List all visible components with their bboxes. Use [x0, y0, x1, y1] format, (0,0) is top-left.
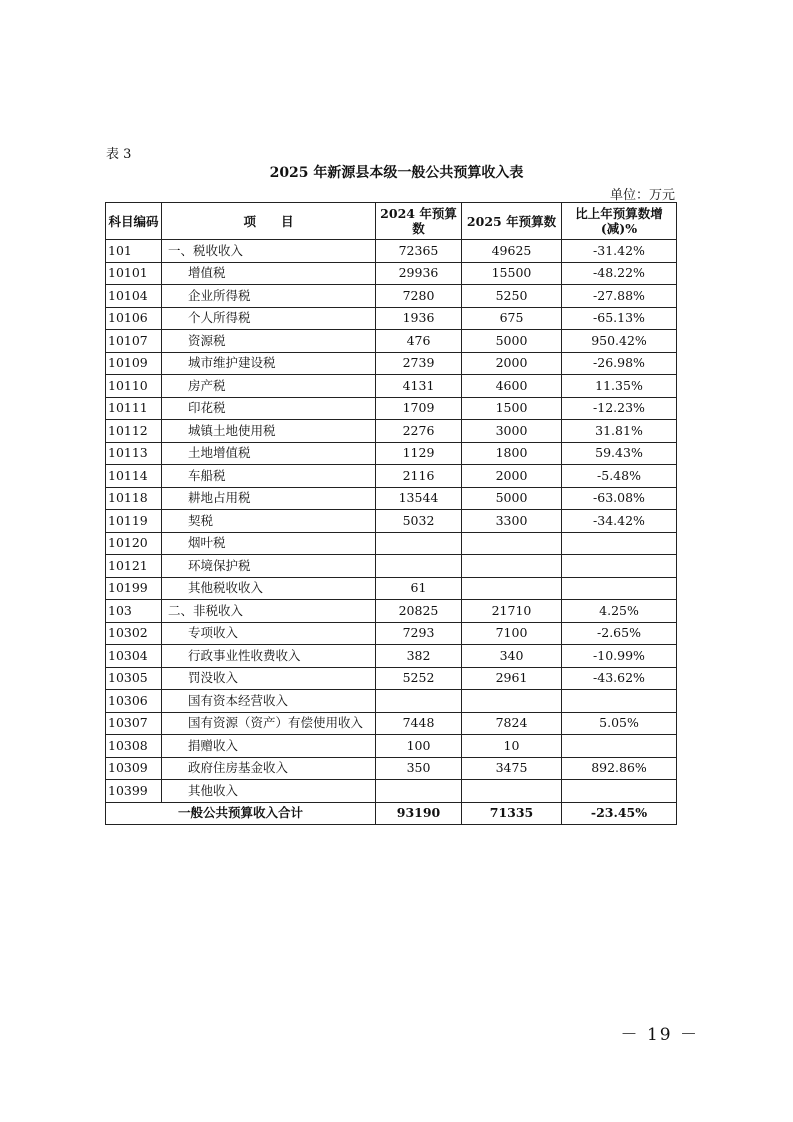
row-code: 10309: [106, 757, 162, 780]
row-change: -2.65%: [562, 622, 677, 645]
total-row: [106, 802, 677, 825]
row-code: 10399: [106, 780, 162, 803]
row-item: 房产税: [162, 375, 376, 398]
row-change: 31.81%: [562, 420, 677, 443]
row-budget-2025: [462, 780, 562, 803]
row-budget-2025: 2961: [462, 667, 562, 690]
row-code: 101: [106, 240, 162, 263]
row-budget-2024: 2276: [376, 420, 462, 443]
row-code: 10199: [106, 577, 162, 600]
row-change: 892.86%: [562, 757, 677, 780]
row-budget-2025: 2000: [462, 352, 562, 375]
row-code: 10101: [106, 262, 162, 285]
row-change: -26.98%: [562, 352, 677, 375]
table-row: [106, 735, 677, 758]
table-row: [106, 397, 677, 420]
row-code: 10119: [106, 510, 162, 533]
row-change: 4.25%: [562, 600, 677, 623]
table-row: [106, 307, 677, 330]
row-change: 5.05%: [562, 712, 677, 735]
row-budget-2024: 4131: [376, 375, 462, 398]
row-budget-2024: 5032: [376, 510, 462, 533]
row-budget-2025: 5000: [462, 487, 562, 510]
table-row: [106, 712, 677, 735]
row-code: 10107: [106, 330, 162, 353]
row-item: 资源税: [162, 330, 376, 353]
header-budget-2024: 2024 年预算数: [376, 203, 462, 240]
row-budget-2024: 13544: [376, 487, 462, 510]
row-item: 政府住房基金收入: [162, 757, 376, 780]
unit-label: 单位：万元: [609, 188, 675, 203]
row-budget-2025: 2000: [462, 465, 562, 488]
table-row: [106, 420, 677, 443]
row-item: 环境保护税: [162, 555, 376, 578]
page-title: 2025 年新源县本级一般公共预算收入表: [269, 165, 524, 181]
row-budget-2024: 72365: [376, 240, 462, 263]
row-budget-2025: 3000: [462, 420, 562, 443]
row-code: 10306: [106, 690, 162, 713]
row-change: [562, 780, 677, 803]
row-budget-2024: 5252: [376, 667, 462, 690]
row-change: 59.43%: [562, 442, 677, 465]
header-budget-2025: 2025 年预算数: [462, 203, 562, 240]
row-code: 10113: [106, 442, 162, 465]
total-budget-2024: 93190: [376, 802, 462, 825]
header-change: 比上年预算数增(减)%: [562, 203, 677, 240]
table-row: [106, 667, 677, 690]
row-budget-2024: 20825: [376, 600, 462, 623]
row-budget-2024: [376, 555, 462, 578]
table-row: [106, 375, 677, 398]
row-change: 11.35%: [562, 375, 677, 398]
row-budget-2025: [462, 690, 562, 713]
row-item: 行政事业性收费收入: [162, 645, 376, 668]
row-budget-2024: [376, 690, 462, 713]
row-item: 罚没收入: [162, 667, 376, 690]
row-budget-2025: 5000: [462, 330, 562, 353]
row-item: 企业所得税: [162, 285, 376, 308]
table-row: [106, 330, 677, 353]
row-change: [562, 735, 677, 758]
row-budget-2025: 3300: [462, 510, 562, 533]
row-item: 城市维护建设税: [162, 352, 376, 375]
row-change: [562, 577, 677, 600]
row-budget-2024: 100: [376, 735, 462, 758]
row-budget-2024: [376, 780, 462, 803]
row-change: [562, 690, 677, 713]
row-budget-2025: 10: [462, 735, 562, 758]
row-budget-2024: 29936: [376, 262, 462, 285]
row-item: 二、非税收入: [162, 600, 376, 623]
table-row: [106, 352, 677, 375]
row-change: -27.88%: [562, 285, 677, 308]
table-row: [106, 757, 677, 780]
row-budget-2024: 7448: [376, 712, 462, 735]
row-budget-2025: 49625: [462, 240, 562, 263]
row-code: 10109: [106, 352, 162, 375]
row-code: 10118: [106, 487, 162, 510]
row-budget-2024: [376, 532, 462, 555]
row-budget-2025: 21710: [462, 600, 562, 623]
header-item: 项 目: [162, 203, 376, 240]
row-budget-2025: [462, 577, 562, 600]
row-item: 专项收入: [162, 622, 376, 645]
row-budget-2024: 350: [376, 757, 462, 780]
table-row: [106, 645, 677, 668]
row-item: 其他收入: [162, 780, 376, 803]
row-change: -34.42%: [562, 510, 677, 533]
row-budget-2024: 1129: [376, 442, 462, 465]
table-row: [106, 555, 677, 578]
row-code: 10302: [106, 622, 162, 645]
row-code: 10114: [106, 465, 162, 488]
total-change: -23.45%: [562, 802, 677, 825]
row-change: [562, 555, 677, 578]
row-change: -43.62%: [562, 667, 677, 690]
row-change: -10.99%: [562, 645, 677, 668]
table-header-row: [106, 203, 677, 240]
row-code: 10120: [106, 532, 162, 555]
table-row: [106, 465, 677, 488]
table-row: [106, 262, 677, 285]
row-budget-2025: 4600: [462, 375, 562, 398]
row-item: 一、税收收入: [162, 240, 376, 263]
table-row: [106, 510, 677, 533]
table-row: [106, 532, 677, 555]
row-item: 烟叶税: [162, 532, 376, 555]
row-item: 个人所得税: [162, 307, 376, 330]
row-budget-2024: 1936: [376, 307, 462, 330]
row-budget-2024: 2116: [376, 465, 462, 488]
table-row: [106, 780, 677, 803]
row-budget-2024: 61: [376, 577, 462, 600]
row-code: 10121: [106, 555, 162, 578]
row-change: -63.08%: [562, 487, 677, 510]
row-change: -5.48%: [562, 465, 677, 488]
row-item: 城镇土地使用税: [162, 420, 376, 443]
row-code: 10112: [106, 420, 162, 443]
row-item: 契税: [162, 510, 376, 533]
page-number: － 19 －: [620, 1025, 699, 1045]
row-change: 950.42%: [562, 330, 677, 353]
row-budget-2025: 15500: [462, 262, 562, 285]
row-item: 捐赠收入: [162, 735, 376, 758]
table-label: 表 3: [106, 147, 132, 162]
row-budget-2025: [462, 555, 562, 578]
row-code: 10104: [106, 285, 162, 308]
row-code: 10106: [106, 307, 162, 330]
row-change: -65.13%: [562, 307, 677, 330]
row-change: [562, 532, 677, 555]
row-change: -12.23%: [562, 397, 677, 420]
row-budget-2025: 1500: [462, 397, 562, 420]
table-row: [106, 285, 677, 308]
row-budget-2025: 7100: [462, 622, 562, 645]
row-code: 10308: [106, 735, 162, 758]
row-code: 10305: [106, 667, 162, 690]
row-item: 印花税: [162, 397, 376, 420]
row-budget-2024: 7280: [376, 285, 462, 308]
row-budget-2025: [462, 532, 562, 555]
row-code: 10110: [106, 375, 162, 398]
row-budget-2024: 382: [376, 645, 462, 668]
table-row: [106, 690, 677, 713]
row-budget-2025: 1800: [462, 442, 562, 465]
header-code: 科目编码: [106, 203, 162, 240]
row-item: 土地增值税: [162, 442, 376, 465]
table-body: [106, 240, 677, 803]
row-budget-2024: 1709: [376, 397, 462, 420]
row-budget-2025: 675: [462, 307, 562, 330]
row-item: 其他税收收入: [162, 577, 376, 600]
table-row: [106, 240, 677, 263]
table-row: [106, 442, 677, 465]
row-budget-2025: 340: [462, 645, 562, 668]
table-row: [106, 622, 677, 645]
table-row: [106, 487, 677, 510]
row-code: 10307: [106, 712, 162, 735]
total-budget-2025: 71335: [462, 802, 562, 825]
table-row: [106, 600, 677, 623]
row-budget-2025: 3475: [462, 757, 562, 780]
row-budget-2025: 7824: [462, 712, 562, 735]
row-code: 10304: [106, 645, 162, 668]
row-budget-2025: 5250: [462, 285, 562, 308]
budget-table: [105, 202, 677, 825]
row-item: 耕地占用税: [162, 487, 376, 510]
row-code: 10111: [106, 397, 162, 420]
row-change: -48.22%: [562, 262, 677, 285]
row-item: 车船税: [162, 465, 376, 488]
row-budget-2024: 2739: [376, 352, 462, 375]
row-item: 增值税: [162, 262, 376, 285]
row-budget-2024: 476: [376, 330, 462, 353]
row-code: 103: [106, 600, 162, 623]
row-change: -31.42%: [562, 240, 677, 263]
total-label: 一般公共预算收入合计: [106, 802, 376, 825]
row-item: 国有资本经营收入: [162, 690, 376, 713]
row-item: 国有资源（资产）有偿使用收入: [162, 712, 376, 735]
table-row: [106, 577, 677, 600]
row-budget-2024: 7293: [376, 622, 462, 645]
